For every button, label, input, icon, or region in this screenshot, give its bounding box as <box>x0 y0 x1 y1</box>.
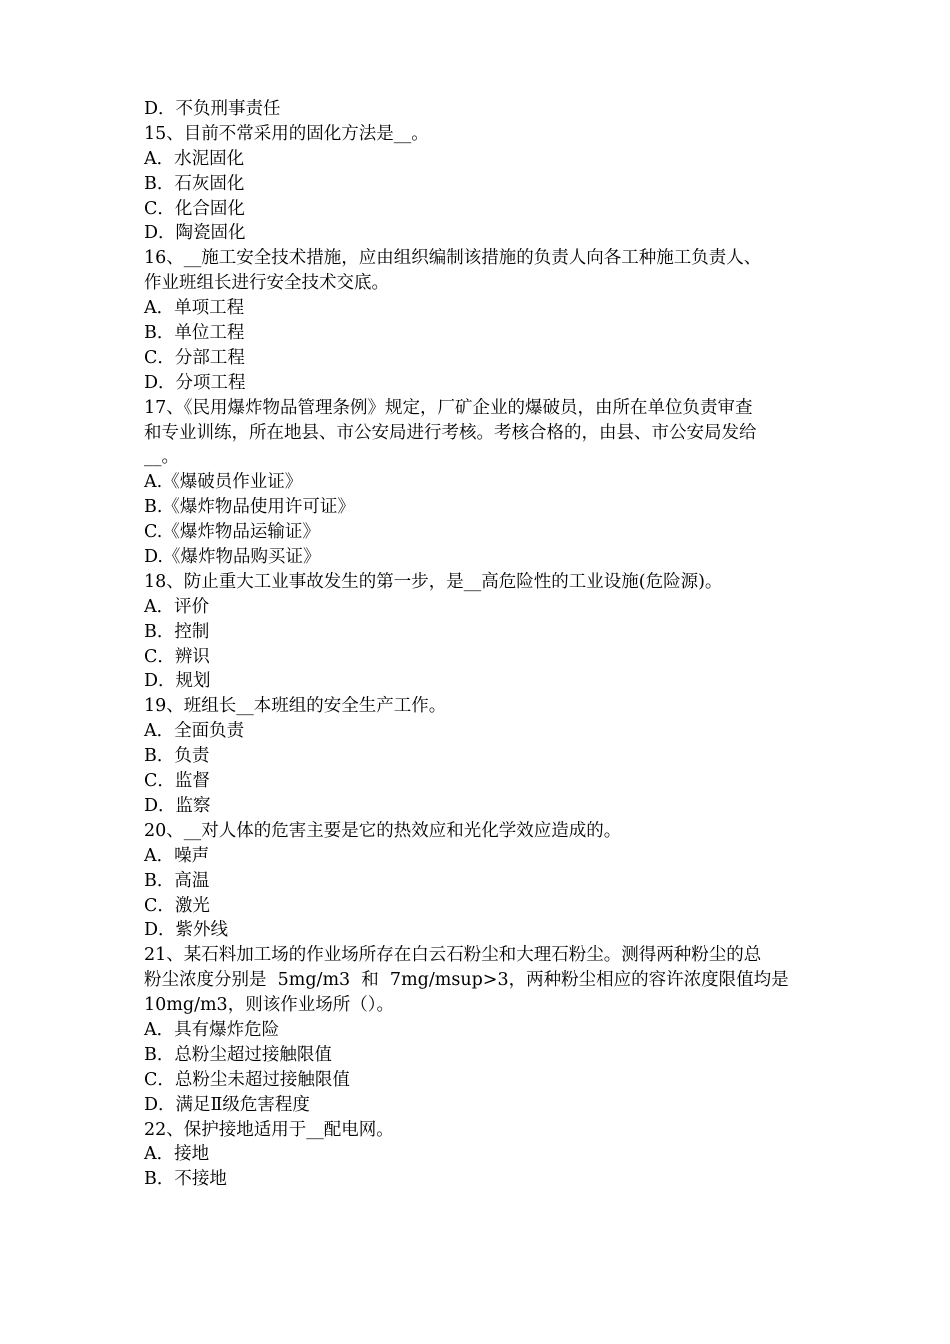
question-text: 20、__对人体的危害主要是它的热效应和光化学效应造成的。 <box>144 820 622 841</box>
question-text: 17、《民用爆炸物品管理条例》规定，厂矿企业的爆破员，由所在单位负责审查 <box>144 397 753 418</box>
option-text: D．陶瓷固化 <box>144 223 246 244</box>
option-text: A．单项工程 <box>144 298 245 319</box>
option-text: D．紫外线 <box>144 920 229 941</box>
question-text: 18、防止重大工业事故发生的第一步，是__高危险性的工业设施(危险源)。 <box>144 571 723 592</box>
option-text: D．监察 <box>144 795 211 816</box>
option-text: D.《爆炸物品购买证》 <box>144 547 321 568</box>
option-text: A．全面负责 <box>144 721 245 742</box>
question-text: 22、保护接地适用于__配电网。 <box>144 1119 394 1140</box>
question-text: 16、__施工安全技术措施，应由组织编制该措施的负责人向各工种施工负责人、 <box>144 248 762 269</box>
option-text: C．监督 <box>144 771 210 792</box>
option-text: B．总粉尘超过接触限值 <box>144 1044 332 1065</box>
option-text: B．高温 <box>144 870 210 891</box>
option-text: B.《爆炸物品使用许可证》 <box>144 497 355 518</box>
question-text: 19、班组长__本班组的安全生产工作。 <box>144 696 447 717</box>
option-text: A.《爆破员作业证》 <box>144 472 303 493</box>
text-line: D．不负刑事责任 <box>144 99 281 119</box>
question-text: 21、某石料加工场的作业场所存在白云石粉尘和大理石粉尘。测得两种粉尘的总 <box>144 945 762 966</box>
question-text: __。 <box>144 447 179 468</box>
option-text: A．评价 <box>144 596 210 617</box>
option-text: B．石灰固化 <box>144 173 245 194</box>
option-text: B．负责 <box>144 746 210 767</box>
option-text: A．具有爆炸危险 <box>144 1019 280 1040</box>
question-text: 10mg/m3，则该作业场所（）。 <box>144 995 394 1016</box>
question-text: 和专业训练，所在地县、市公安局进行考核。考核合格的，由县、市公安局发给 <box>144 422 757 443</box>
question-text: 粉尘浓度分别是 5mg/m3 和 7mg/msup>3，两种粉尘相应的容许浓度限值均是 <box>144 970 789 991</box>
option-text: D．满足Ⅱ级危害程度 <box>144 1094 310 1115</box>
option-text: A．噪声 <box>144 845 210 866</box>
option-text: B．单位工程 <box>144 323 245 344</box>
option-text: C．化合固化 <box>144 198 245 219</box>
question-text: 15、目前不常采用的固化方法是__。 <box>144 123 429 144</box>
option-text: B．不接地 <box>144 1169 227 1190</box>
option-text: D．规划 <box>144 671 211 692</box>
option-text: C．分部工程 <box>144 347 245 368</box>
option-text: B．控制 <box>144 621 210 642</box>
option-text: C.《爆炸物品运输证》 <box>144 522 320 543</box>
document-page <box>144 97 824 1192</box>
option-text: A．水泥固化 <box>144 148 245 169</box>
question-text: 作业班组长进行安全技术交底。 <box>144 273 389 294</box>
option-text: D．分项工程 <box>144 372 246 393</box>
option-text: A．接地 <box>144 1144 210 1165</box>
option-text: C．激光 <box>144 895 210 916</box>
option-text: C．总粉尘未超过接触限值 <box>144 1069 350 1090</box>
option-text: C．辨识 <box>144 646 210 667</box>
